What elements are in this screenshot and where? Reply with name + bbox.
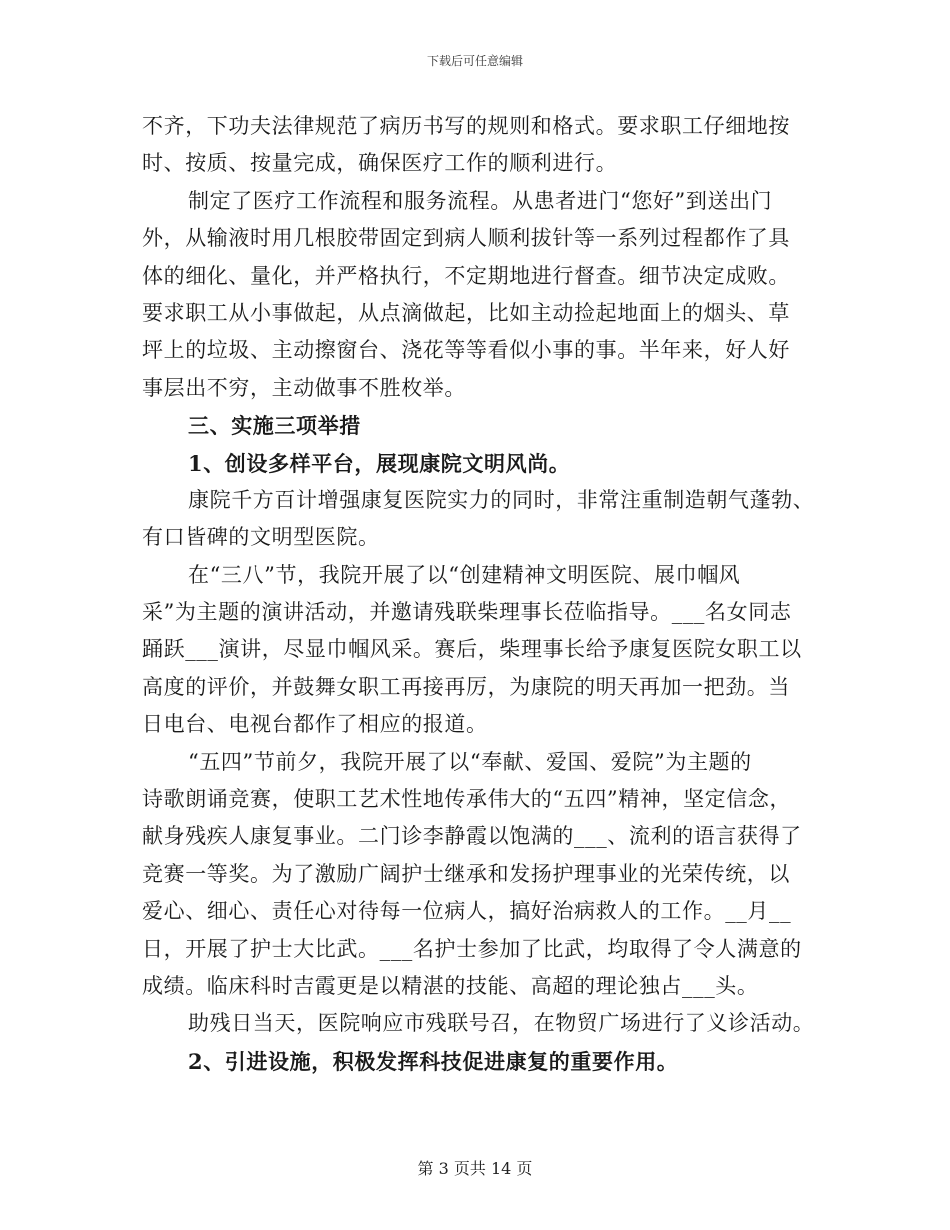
body-line: 有口皆碑的文明型医院。 <box>142 525 380 550</box>
section-heading: 三、实施三项举措 <box>188 413 361 439</box>
body-line: 竞赛一等奖。为了激励广阔护士继承和发扬护理事业的光荣传统，以 <box>142 861 790 886</box>
body-line: 制定了医疗工作流程和服务流程。从患者进门“您好”到送出门 <box>188 188 773 213</box>
body-line: 踊跃___演讲，尽显巾帼风采。赛后，柴理事长给予康复医院女职工以 <box>142 637 802 662</box>
body-line: 体的细化、量化，并严格执行，不定期地进行督查。细节决定成败。 <box>142 263 790 288</box>
body-line: 诗歌朗诵竞赛，使职工艺术性地传承伟大的“五四”精神，坚定信念， <box>142 787 792 812</box>
body-line: 外，从输液时用几根胶带固定到病人顺利拔针等一系列过程都作了具 <box>142 226 790 251</box>
body-line: “五四”节前夕，我院开展了以“奉献、爱国、爱院”为主题的 <box>188 749 752 774</box>
body-line: 要求职工从小事做起，从点滴做起，比如主动捡起地面上的烟头、草 <box>142 300 790 325</box>
body-line: 高度的评价，并鼓舞女职工再接再厉，为康院的明天再加一把劲。当 <box>142 674 790 699</box>
body-line: 坪上的垃圾、主动擦窗台、浇花等等看似小事的事。半年来，好人好 <box>142 338 790 363</box>
subsection-heading: 2、引进设施，积极发挥科技促进康复的重要作用。 <box>188 1048 679 1074</box>
document-body <box>142 108 815 1080</box>
body-line: 爱心、细心、责任心对待每一位病人，搞好治病救人的工作。__月__ <box>142 899 792 924</box>
subsection-heading: 1、创设多样平台，展现康院文明风尚。 <box>188 450 571 476</box>
body-line: 时、按质、按量完成，确保医疗工作的顺利进行。 <box>142 151 618 176</box>
body-line: 事层出不穷，主动做事不胜枚举。 <box>142 375 466 400</box>
body-line: 日电台、电视台都作了相应的报道。 <box>142 712 488 737</box>
page-number: 第 3 页共 14 页 <box>417 1159 533 1178</box>
body-line: 日，开展了护士大比武。___名护士参加了比武，均取得了令人满意的 <box>142 936 802 961</box>
body-line: 采”为主题的演讲活动，并邀请残联柴理事长莅临指导。___名女同志 <box>142 600 792 625</box>
body-line: 不齐，下功夫法律规范了病历书写的规则和格式。要求职工仔细地按 <box>142 114 790 138</box>
page-header: 下载后可任意编辑 <box>426 54 523 68</box>
body-line: 在“三八”节，我院开展了以“创建精神文明医院、展巾帼风 <box>188 562 741 587</box>
body-line: 康院千方百计增强康复医院实力的同时，非常注重制造朝气蓬勃、 <box>188 487 815 512</box>
body-line: 助残日当天，医院响应市残联号召，在物贸广场进行了义诊活动。 <box>188 1011 815 1036</box>
body-line: 成绩。临床科时吉霞更是以精湛的技能、高超的理论独占___头。 <box>142 973 759 998</box>
body-line: 献身残疾人康复事业。二门诊李静霞以饱满的___、流利的语言获得了 <box>142 824 802 849</box>
